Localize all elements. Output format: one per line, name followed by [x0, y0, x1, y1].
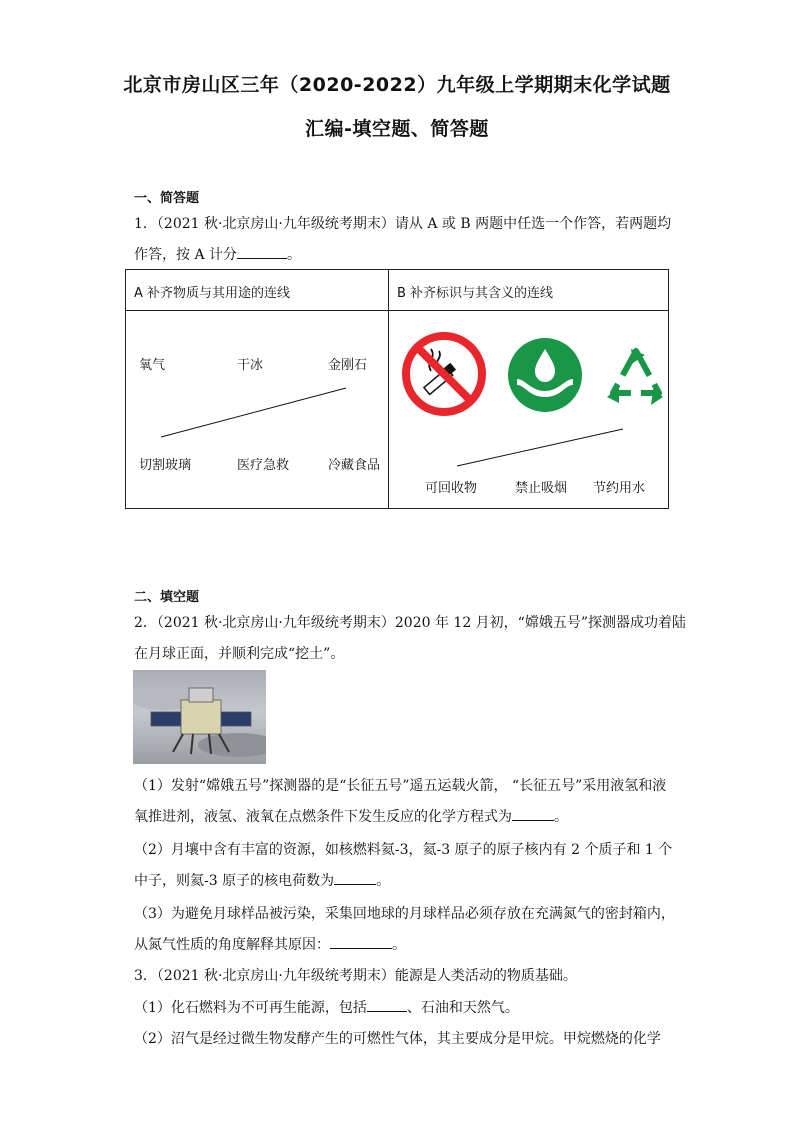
table-header-b	[389, 270, 669, 311]
q2-part3-blank[interactable]	[330, 936, 392, 949]
substance-dry-ice: 干冰	[237, 358, 264, 373]
header-b-text: B 补齐标识与其含义的连线	[397, 286, 554, 301]
q2-part1-line-2	[134, 806, 568, 826]
q1-answer-blank[interactable]	[237, 246, 287, 259]
q2-part3-text: 从氮气性质的角度解释其原因：	[134, 937, 330, 953]
q2-intro-line-1: 2．（2021 秋·北京房山·九年级统考期末）2020 年 12 月初，“嫦娥五号”探测器成功着陆	[134, 615, 686, 631]
substance-diamond: 金刚石	[328, 358, 368, 373]
q1-line-2-end: 。	[287, 247, 302, 263]
q1-line-2	[134, 244, 301, 264]
meaning-save-water: 节约用水	[593, 481, 646, 496]
header-a-text: A 补齐物质与其用途的连线	[134, 286, 291, 301]
table-cell-b	[389, 311, 669, 509]
section-heading-fill-in: 二、填空题	[134, 590, 200, 605]
change5-lander-image	[133, 670, 266, 764]
q2-part3-line-1: （3）为避免月球样品被污染，采集回地球的月球样品必须存放在充满氮气的密封箱内，	[134, 906, 675, 922]
q2-part2-text: 中子，则氦-3 原子的核电荷数为	[134, 873, 335, 889]
q2-part1-blank[interactable]	[512, 808, 554, 821]
table-header-a	[126, 270, 389, 311]
use-cutting-glass: 切割玻璃	[139, 458, 192, 473]
meaning-recyclable: 可回收物	[425, 481, 478, 496]
q2-part2-line-1: （2）月壤中含有丰富的资源，如核燃料氦-3，氦-3 原子的原子核内有 2 个质子和 1 个	[134, 842, 673, 858]
q2-part2-period: 。	[376, 873, 391, 889]
substance-oxygen: 氧气	[139, 358, 166, 373]
q2-part2-line-2	[134, 870, 390, 890]
matching-table	[125, 269, 669, 509]
meaning-no-smoking: 禁止吸烟	[515, 481, 568, 496]
section-heading-short-answer: 一、简答题	[134, 191, 200, 206]
a-connection-line	[126, 311, 388, 511]
q2-part3-line-2	[134, 934, 406, 954]
q3-part1	[134, 997, 519, 1017]
q3-part1-end: 、石油和天然气。	[406, 1000, 519, 1016]
q2-part1-line-1: （1）发射“嫦娥五号”探测器的是“长征五号”遥五运载火箭， “长征五号”采用液氢和液	[134, 778, 667, 794]
q2-part2-blank[interactable]	[334, 872, 376, 885]
q3-intro: 3．（2021 秋·北京房山·九年级统考期末）能源是人类活动的物质基础。	[134, 968, 577, 984]
q2-part1-text: 氧推进剂，液氢、液氧在点燃条件下发生反应的化学方程式为	[134, 809, 512, 825]
lander-drawing	[133, 670, 266, 764]
q3-part2: （2）沼气是经过微生物发酵产生的可燃性气体，其主要成分是甲烷。甲烷燃烧的化学	[134, 1031, 661, 1047]
q3-part1-start: （1）化石燃料为不可再生能源，包括	[134, 1000, 367, 1016]
q2-part3-period: 。	[392, 937, 406, 953]
q2-part1-period: 。	[554, 809, 568, 825]
q2-intro-line-2: 在月球正面，并顺利完成“挖土”。	[134, 646, 345, 662]
use-medical-first-aid: 医疗急救	[237, 458, 290, 473]
table-cell-a	[126, 311, 389, 509]
use-food-refrigeration: 冷藏食品	[328, 458, 381, 473]
q1-line-1: 1．（2021 秋·北京房山·九年级统考期末）请从 A 或 B 两题中任选一个作答，若两题均	[134, 216, 672, 232]
title-line-1: 北京市房山区三年（2020-2022）九年级上学期期末化学试题	[123, 74, 671, 96]
title-line-2: 汇编-填空题、简答题	[305, 118, 489, 140]
q3-part1-blank[interactable]	[367, 999, 407, 1012]
q1-line-2-text: 作答，按 A 计分	[134, 247, 238, 263]
